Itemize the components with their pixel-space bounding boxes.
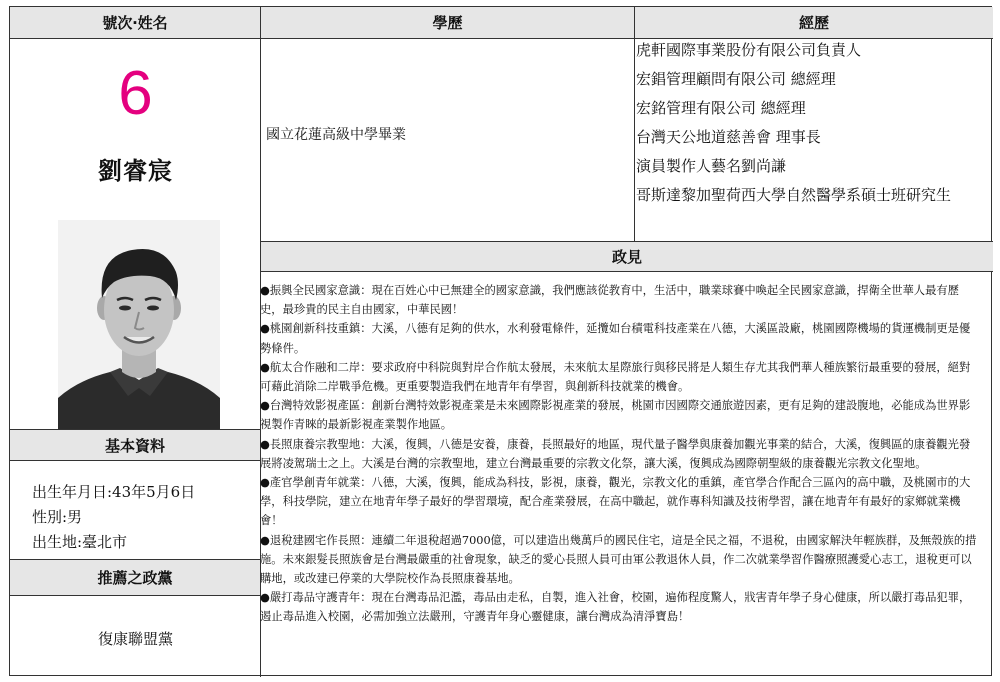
candidate-photo xyxy=(58,220,220,429)
experience-item: 宏錩管理顧問有限公司 總經理 xyxy=(636,70,836,88)
policy-text xyxy=(260,281,980,627)
candidate-name: 劉睿宸 xyxy=(98,157,173,185)
experience-list xyxy=(636,36,976,206)
policy-item: ●產官學創青年就業：八德，大溪，復興，能成為科技，影視，康養，觀光，宗教文化的重鎮，產官學合作配合三區內的高中職，及桃園市的大學，科技學院，建立在地青年學子最好的學習環境，配合產業發展，在高中職起，就作專科知識及技術學習，讓在地青年有最好的家鄉就業機會！ xyxy=(260,476,971,528)
policy-item: ●振興全民國家意識：現在百姓心中已無建全的國家意識，我們應該從教育中，生活中，職業球賽中喚起全民國家意識，捍衛全世華人最有歷史，最珍貴的民主自由國家，中華民國！ xyxy=(260,284,959,317)
birth-date: 出生年月日:43年5月6日 xyxy=(32,483,196,501)
gender: 性別:男 xyxy=(32,508,83,526)
policy-item: ●長照康養宗教聖地：大溪，復興，八德是安養，康養，長照最好的地區，現代量子醫學與康養加觀光事業的結合，大溪，復興區的康養觀光發展將凌駕瑞士之上。大溪是台灣的宗教聖地，建立台灣最重要的宗教文化祭，讓大溪，復興成為國際朝聖級的康養觀光宗教文化聖地。 xyxy=(260,437,971,470)
birthplace: 出生地:臺北市 xyxy=(32,533,128,551)
policy-item: ●台灣特效影視產區：創新台灣特效影視產業是未來國際影視產業的發展，桃園市因國際交通旅遊因素，更有足夠的建設腹地，必能成為世界影視製作青睞的最新影視產業製作地區。 xyxy=(260,399,971,432)
header-party: 推薦之政黨 xyxy=(10,560,261,596)
policy-item: ●嚴打毒品守護青年：現在台灣毒品氾濫，毒品由走私，自製，進入社會，校園，遍佈程度驚人，戕害青年學子身心健康，所以嚴打毒品犯罪，遏止毒品進入校園，必需加強立法嚴刑，守護青年身心靈健康，讓台灣成為清淨寶島！ xyxy=(260,591,971,624)
basic-info-list xyxy=(10,480,261,555)
policy-item: ●航太合作融和二岸：要求政府中科院與對岸合作航太發展，未來航太星際旅行與移民將是人類生存尤其我們華人種族繁衍最重要的發展，絕對可藉此消除二岸戰爭危機。更重要製造我們在地青年有學習，與創新科技就業的機會。 xyxy=(260,360,971,394)
experience-item: 哥斯達黎加聖荷西大學自然醫學系碩士班研究生 xyxy=(636,186,952,204)
candidate-number: 6 xyxy=(118,59,153,128)
header-experience: 經歷 xyxy=(635,7,993,39)
experience-item: 虎軒國際事業股份有限公司負責人 xyxy=(636,41,862,59)
header-education: 學歷 xyxy=(261,7,635,39)
experience-item: 台灣天公地道慈善會 理事長 xyxy=(636,128,821,146)
party-name: 復康聯盟黨 xyxy=(97,630,173,648)
education-entry: 國立花蓮高級中學畢業 xyxy=(266,127,406,143)
header-number-name: 號次‧姓名 xyxy=(10,7,261,39)
policy-item: ●桃園創新科技重鎮：大溪，八德有足夠的供水，水利發電條件，延攬如台積電科技產業在八德，大溪區設廠，桃園國際機場的貨運機制更是優勢條件。 xyxy=(260,322,971,355)
header-policy: 政見 xyxy=(261,242,993,272)
policy-item: ●退稅建國宅作長照：連續二年退稅超過7000億，可以建造出幾萬戶的國民住宅，這是全民之福，不退稅，由國家解決年輕族群，及無殼族的措施。未來銀髮長照族會是台灣最嚴重的社會現象，缺乏的愛心長照人員可由軍公教退休人員，作二次就業學習作醫療照護愛心志工，退稅更可以購地，或改建已停業的大學院校作為長照康養基地。 xyxy=(260,533,977,586)
experience-item: 演員製作人藝名劉尚謙 xyxy=(636,157,787,175)
experience-item: 宏銘管理有限公司 總經理 xyxy=(636,99,806,117)
header-basic-info: 基本資料 xyxy=(10,430,261,461)
portrait-image xyxy=(58,220,220,429)
